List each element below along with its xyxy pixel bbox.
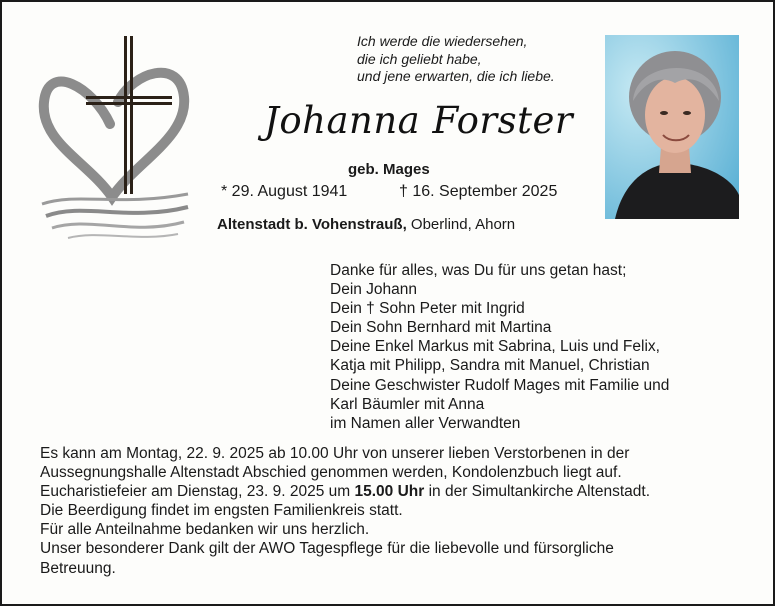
notice-line: Es kann am Montag, 22. 9. 2025 ab 10.00 Uhr von unserer lieben Verstorbenen in der (40, 445, 630, 462)
mourner-line: Dein † Sohn Peter mit Ingrid (330, 300, 525, 318)
notice-line: Die Beerdigung findet im engsten Familienkreis statt. (40, 502, 403, 520)
mourner-line: im Namen aller Verwandten (330, 414, 521, 432)
mourners-list (330, 261, 669, 433)
mourner-line: Karl Bäumler mit Anna (330, 395, 485, 413)
notice-line: Betreuung. (40, 559, 116, 577)
mourner-line: Deine Enkel Markus mit Sabrina, Luis und Felix, (330, 338, 660, 356)
birth-date: * 29. August 1941 (221, 183, 348, 200)
quote-line: die ich geliebt habe, (357, 50, 482, 67)
notice-line: Aussegnungshalle Altenstadt Abschied genommen werden, Kondolenzbuch liegt auf. (40, 464, 622, 482)
deceased-name: Johanna Forster (264, 99, 574, 142)
notice-line: Für alle Anteilnahme bedanken wir uns herzlich. (40, 521, 370, 539)
quote (357, 33, 555, 86)
maiden-name: geb. Mages (348, 161, 430, 178)
notice-line: Unser besonderer Dank gilt der AWO Tagespflege für die liebevolle und fürsorgliche (40, 540, 614, 558)
notice-text: Eucharistiefeier am Dienstag, 23. 9. 2025 um (40, 483, 355, 501)
quote-line: Ich werde die wiedersehen, (357, 33, 528, 49)
mourner-line: Deine Geschwister Rudolf Mages mit Familie und (330, 376, 670, 394)
notice-line (40, 482, 740, 501)
heart-cross-icon (38, 32, 190, 242)
notice-text: in der Simultankirche Altenstadt. (424, 483, 651, 501)
mourner-line: Dein Johann (330, 281, 418, 299)
funeral-notice (40, 444, 740, 578)
residence-main: Altenstadt b. Vohenstrauß, (217, 216, 407, 233)
portrait-photo (605, 35, 739, 219)
residence (217, 216, 515, 233)
residence-other: Oberlind, Ahorn (406, 216, 516, 233)
quote-line: und jene erwarten, die ich liebe. (357, 68, 555, 84)
mourner-line: Danke für alles, was Du für uns getan hast; (330, 262, 627, 279)
service-time: 15.00 Uhr (354, 483, 425, 501)
mourner-line: Dein Sohn Bernhard mit Martina (330, 319, 552, 337)
mourner-line: Katja mit Philipp, Sandra mit Manuel, Christian (330, 357, 650, 375)
death-date: † 16. September 2025 (399, 183, 558, 200)
